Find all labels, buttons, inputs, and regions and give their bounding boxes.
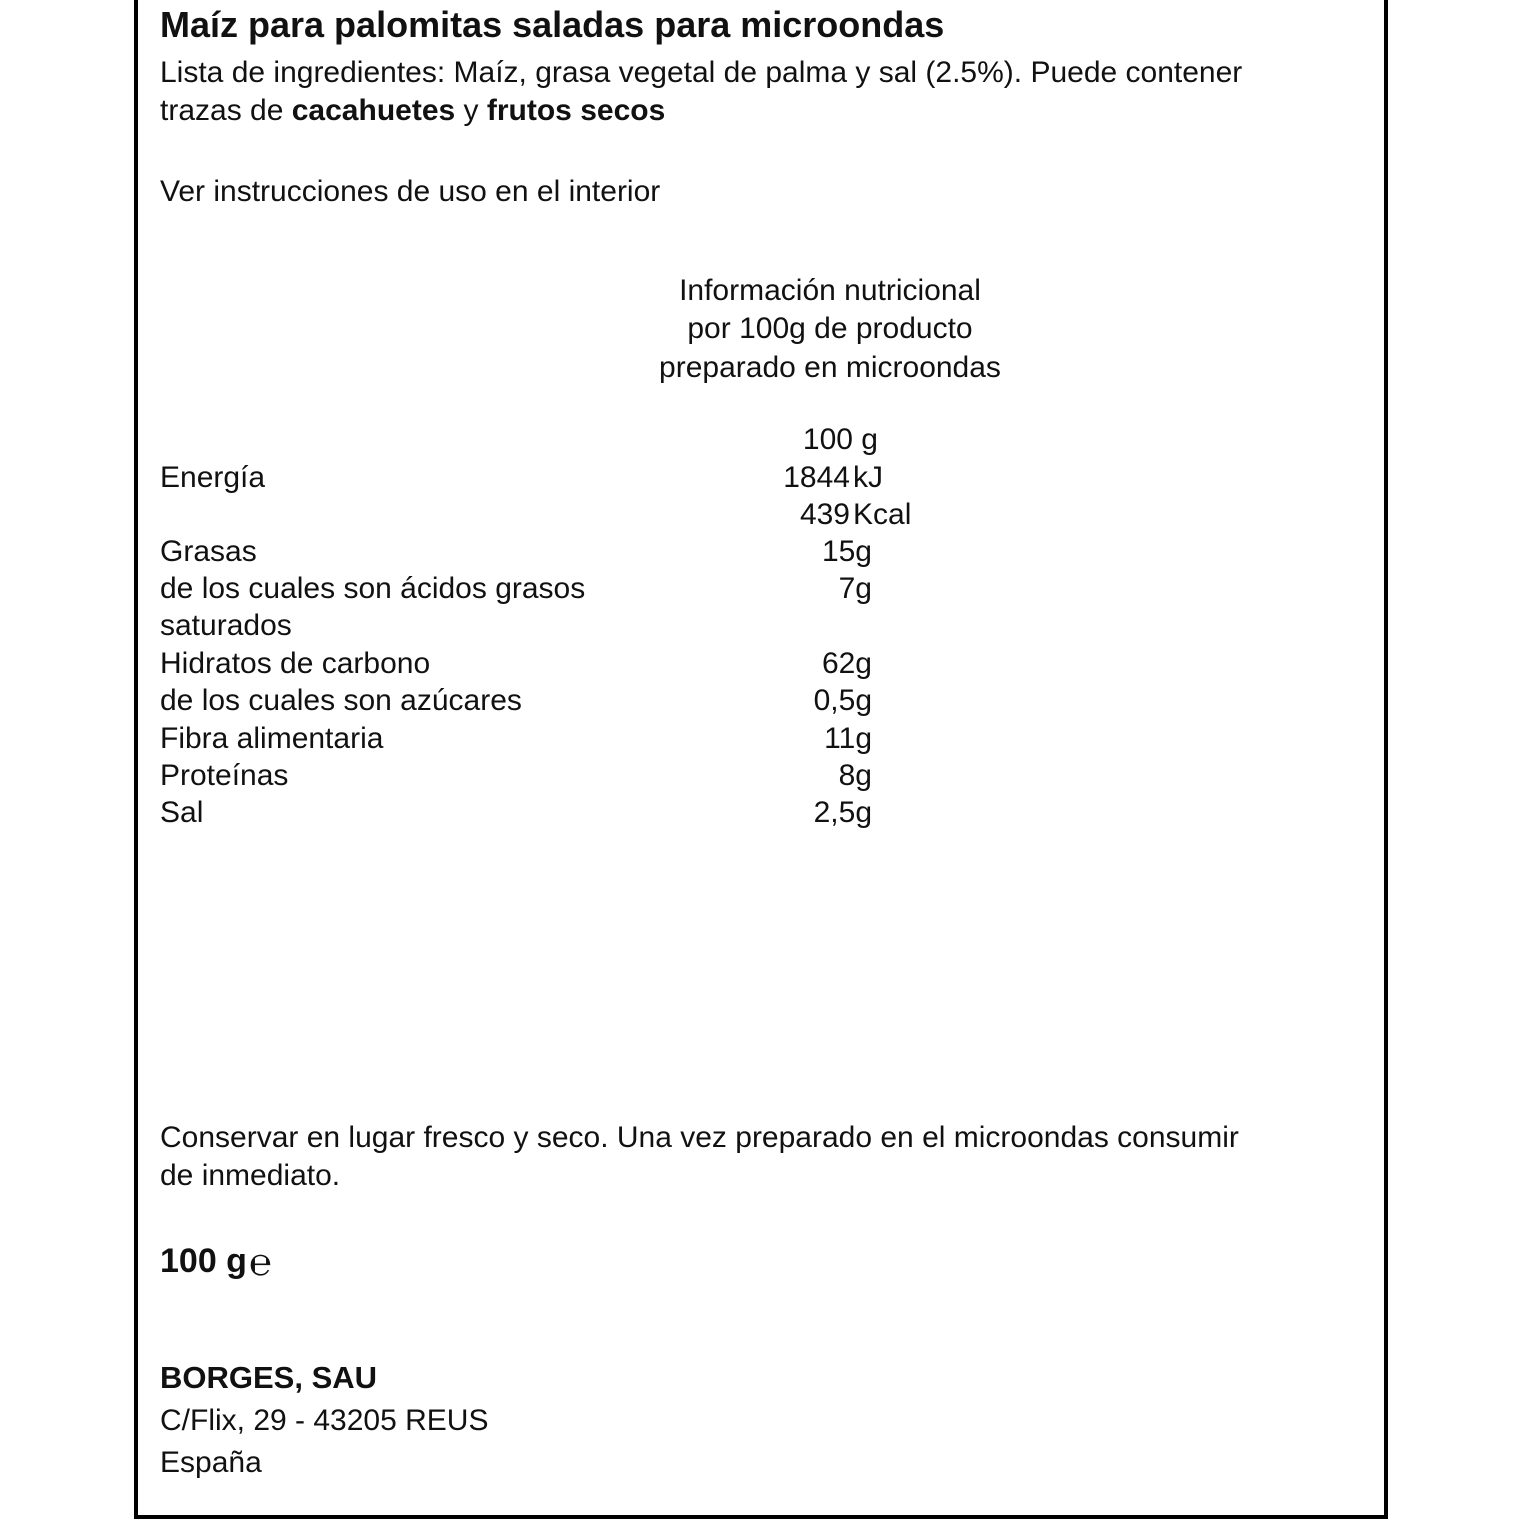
nutrient-label: Sal [160,796,204,829]
nutrient-label: de los cuales son azúcares [160,684,522,717]
ingredients-text: Lista de ingredientes: Maíz, grasa vegetal de palma y sal (2.5%). Puede contener [160,56,1243,89]
nutrient-label: Grasas [160,535,257,568]
nutrient-value: 2,5g [813,796,872,829]
nutrition-header-line2: por 100g de producto [687,312,973,345]
nutrient-value: 0,5g [813,684,872,717]
nutrient-value: 15g [821,535,872,568]
estimated-sign-icon: ℮ [248,1239,272,1284]
net-weight [160,1239,272,1284]
energy-label: Energía [160,461,266,494]
nutrition-column-header: 100 g [802,423,878,456]
traces-line [160,92,665,130]
nutrition-header-line1: Información nutricional [679,274,981,307]
traces-prefix: trazas de [160,94,284,127]
energy-kcal-unit: Kcal [853,498,912,531]
allergen-peanuts: cacahuetes [291,94,456,127]
nutrient-label: Hidratos de carbono [160,647,431,680]
nutrient-label-continued: saturados [160,609,292,642]
company-country: España [160,1446,262,1479]
company-name: BORGES, SAU [160,1360,378,1395]
nutrition-header-line3: preparado en microondas [659,351,1001,384]
net-weight-value: 100 g [160,1242,247,1280]
allergen-nuts: frutos secos [486,94,666,127]
storage-text-line2: de inmediato. [160,1159,341,1192]
traces-and: y [463,94,479,127]
energy-kcal-value: 439 [799,498,850,531]
nutrient-label: Fibra alimentaria [160,722,384,755]
nutrient-label: Proteínas [160,759,289,792]
nutrient-label: de los cuales son ácidos grasos [160,572,586,605]
energy-kj-unit: kJ [853,461,883,494]
instructions-text: Ver instrucciones de uso en el interior [160,175,661,208]
nutrient-value: 11g [824,722,872,755]
storage-text-line1: Conservar en lugar fresco y seco. Una vez preparado en el microondas consumir [160,1121,1239,1154]
company-address: C/Flix, 29 - 43205 REUS [160,1404,489,1437]
nutrient-value: 7g [838,572,872,605]
nutrient-value: 62g [821,647,872,680]
product-title: Maíz para palomitas saladas para microondas [160,4,945,45]
nutrient-value: 8g [838,759,872,792]
energy-kj-value: 1844 [783,461,850,494]
